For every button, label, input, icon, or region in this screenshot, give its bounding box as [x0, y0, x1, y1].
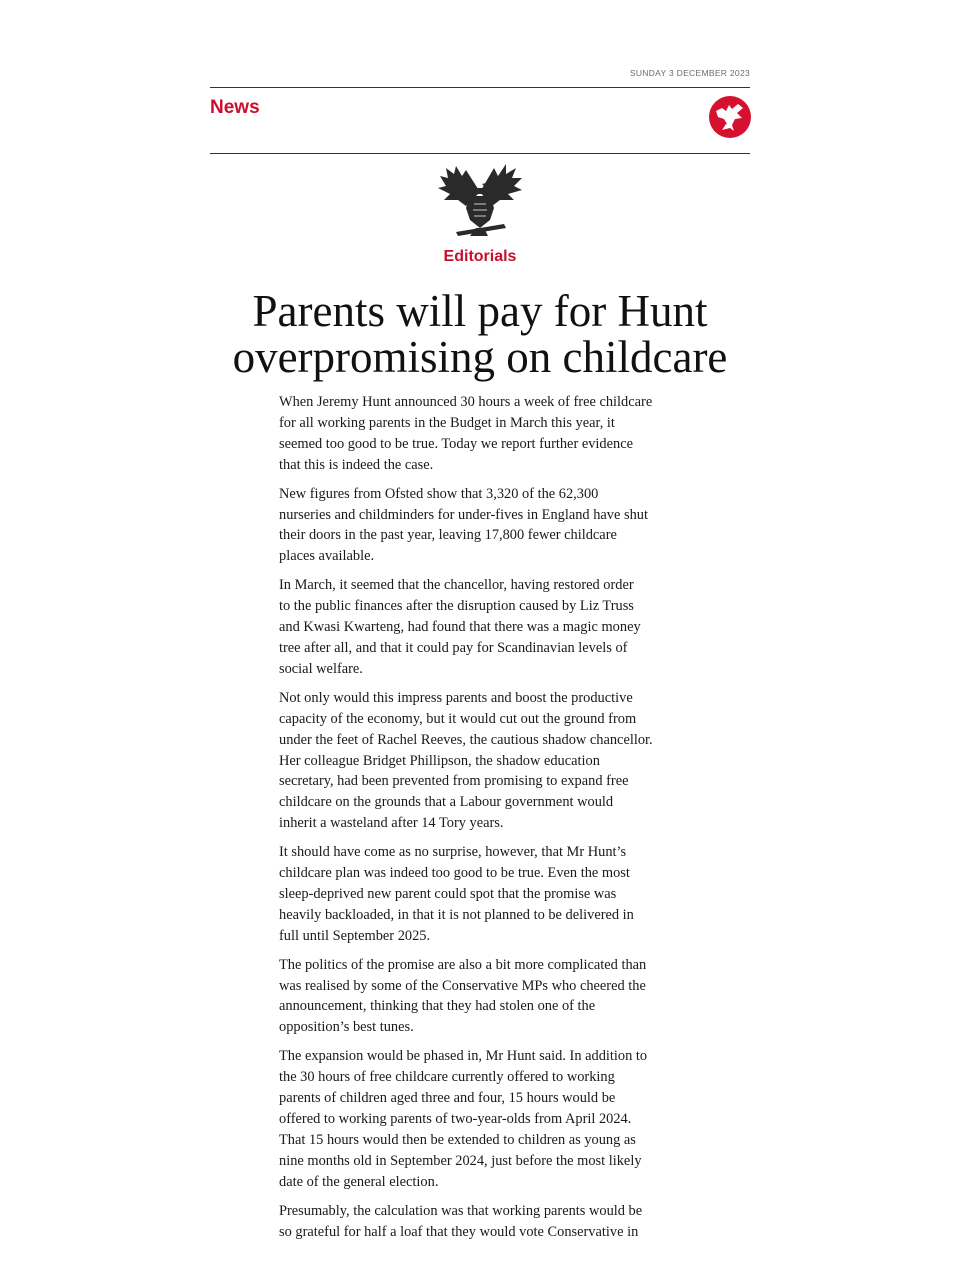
text-line: nurseries and childminders for under-fives in England have shut [279, 506, 648, 523]
text-line: childcare plan was indeed too good to be true. Even the most [279, 865, 630, 882]
text-line: parents of children aged three and four, 15 hours would be [279, 1090, 616, 1107]
text-line: date of the general election. [279, 1173, 439, 1190]
independent-eagle-badge-icon[interactable] [709, 96, 751, 138]
text-line: full until September 2025. [279, 927, 431, 944]
text-line: offered to working parents of two-year-olds from April 2024. [279, 1111, 632, 1127]
headline-line: overpromising on childcare [232, 332, 728, 382]
text-line: secretary, had been prevented from promising to expand free [279, 773, 629, 790]
text-line: When Jeremy Hunt announced 30 hours a week of free childcare [279, 394, 653, 410]
text-line: It should have come as no surprise, however, that Mr Hunt’s [279, 844, 627, 861]
text-line: childcare on the grounds that a Labour government would [279, 794, 614, 811]
text-line: capacity of the economy, but it would cut out the ground from [279, 710, 637, 727]
article-body [279, 392, 691, 1250]
header-bottom-rule [210, 153, 750, 154]
text-line: their doors in the past year, leaving 17,800 fewer childcare [279, 527, 617, 544]
text-line: heavily backloaded, in that it is not planned to be delivered in [279, 906, 634, 923]
text-line: social welfare. [279, 660, 363, 677]
text-line: inherit a wasteland after 14 Tory years. [279, 815, 504, 832]
paragraph [279, 842, 691, 947]
text-line: nine months old in September 2024, just before the most likely [279, 1152, 642, 1169]
paragraph [279, 484, 691, 568]
header-top-rule [210, 87, 750, 88]
text-line: That 15 hours would then be extended to children as young as [279, 1131, 636, 1148]
text-line: to the public finances after the disruption caused by Liz Truss [279, 598, 634, 615]
text-line: under the feet of Rachel Reeves, the cautious shadow chancellor. [279, 731, 653, 748]
editorial-kicker[interactable]: Editorials [443, 248, 517, 265]
text-line: was realised by some of the Conservative MPs who cheered the [279, 977, 646, 994]
text-line: Presumably, the calculation was that working parents would be [279, 1202, 643, 1219]
text-line: that this is indeed the case. [279, 456, 434, 473]
text-line: New figures from Ofsted show that 3,320 of the 62,300 [279, 485, 599, 502]
text-line: places available. [279, 548, 375, 565]
text-line: for all working parents in the Budget in March this year, it [279, 414, 615, 431]
headline [180, 288, 780, 380]
eagle-emblem-icon [436, 162, 524, 240]
text-line: announcement, thinking that they had stolen one of the [279, 998, 596, 1015]
text-line: the 30 hours of free childcare currently offered to working [279, 1069, 615, 1086]
text-line: In March, it seemed that the chancellor, having restored order [279, 577, 634, 594]
text-line: so grateful for half a loaf that they would vote Conservative in [279, 1223, 639, 1240]
text-line: The politics of the promise are also a bit more complicated than [279, 956, 647, 973]
text-line: seemed too good to be true. Today we report further evidence [279, 435, 633, 452]
headline-line: Parents will pay for Hunt [252, 286, 708, 336]
paragraph [279, 955, 691, 1039]
section-label[interactable]: News [210, 97, 260, 118]
text-line: opposition’s best tunes. [279, 1019, 414, 1036]
paragraph [279, 688, 691, 834]
text-line: Her colleague Bridget Phillipson, the shadow education [279, 752, 600, 769]
paragraph [279, 575, 691, 680]
text-line: and Kwasi Kwarteng, had found that there was a magic money [279, 619, 641, 636]
text-line: Not only would this impress parents and boost the productive [279, 689, 633, 706]
text-line: tree after all, and that it could pay for Scandinavian levels of [279, 639, 628, 656]
paragraph [279, 1046, 691, 1192]
text-line: The expansion would be phased in, Mr Hunt said. In addition to [279, 1048, 648, 1065]
issue-date: SUNDAY 3 DECEMBER 2023 [629, 68, 750, 78]
paragraph [279, 392, 691, 476]
text-line: sleep-deprived new parent could spot that the promise was [279, 885, 617, 902]
paragraph [279, 1201, 691, 1243]
